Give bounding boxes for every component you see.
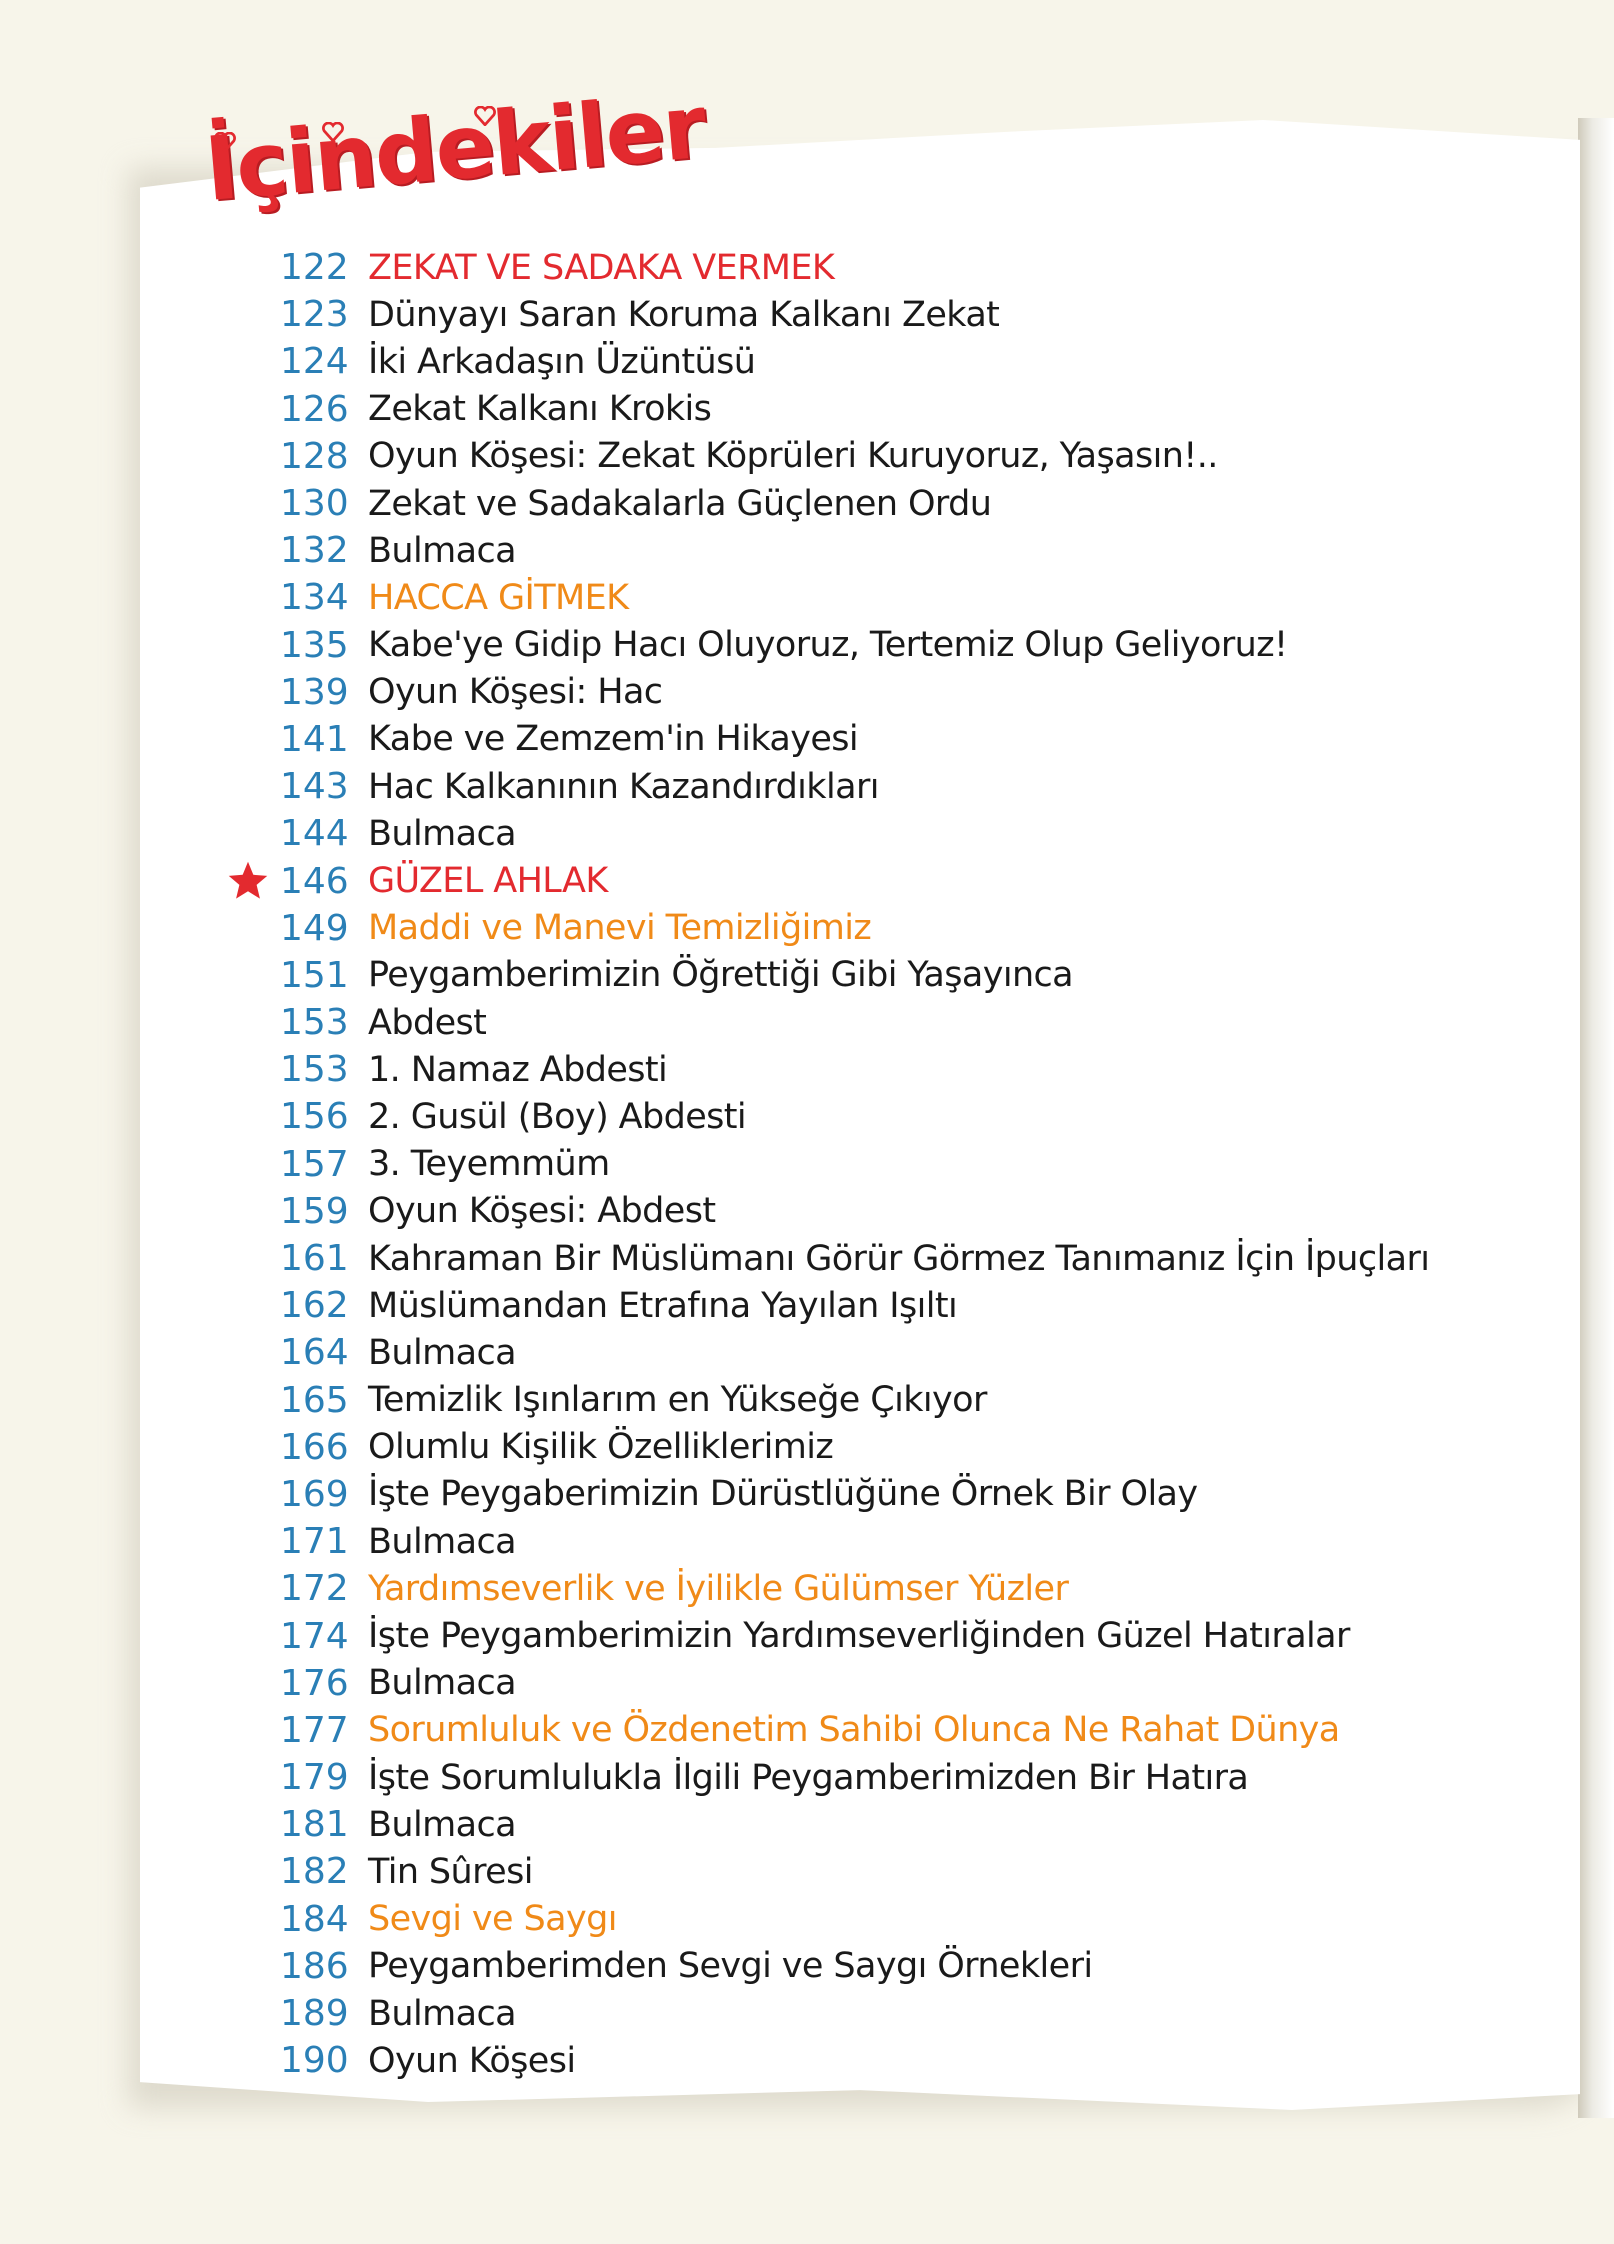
- toc-entry: [280, 716, 1560, 763]
- toc-entry: [280, 999, 1560, 1046]
- toc-entry: [280, 386, 1560, 433]
- toc-page-number: 126: [280, 388, 349, 430]
- toc-page-number: 135: [280, 624, 349, 666]
- toc-page-number: 157: [280, 1143, 349, 1185]
- table-of-contents: [280, 244, 1560, 2084]
- toc-page-number: 177: [280, 1709, 349, 1751]
- toc-entry-title: 2. Gusül (Boy) Abdesti: [368, 1096, 747, 1137]
- toc-entry: [280, 857, 1560, 904]
- toc-page-number: 153: [280, 1002, 349, 1044]
- toc-entry-title: Peygamberimden Sevgi ve Saygı Örnekleri: [368, 1946, 1093, 1987]
- toc-page-number: 164: [280, 1332, 349, 1374]
- toc-page-number: 139: [280, 671, 349, 713]
- toc-entry: [280, 763, 1560, 810]
- toc-entry: [280, 1471, 1560, 1518]
- toc-entry: [280, 669, 1560, 716]
- toc-entry-title: Zekat ve Sadakalarla Güçlenen Ordu: [368, 483, 992, 524]
- toc-page-number: 182: [280, 1851, 349, 1893]
- toc-entry-title: GÜZEL AHLAK: [368, 861, 608, 902]
- toc-page-number: 169: [280, 1473, 349, 1515]
- toc-entry-title: HACCA GİTMEK: [368, 577, 629, 618]
- toc-entry-title: Oyun Köşesi: [368, 2040, 576, 2081]
- toc-entry-title: Dünyayı Saran Koruma Kalkanı Zekat: [368, 294, 1000, 335]
- toc-entry: [280, 1046, 1560, 1093]
- toc-entry: [280, 1424, 1560, 1471]
- toc-entry-title: Abdest: [368, 1002, 487, 1043]
- toc-page-number: 124: [280, 341, 349, 383]
- toc-entry-title: Kabe'ye Gidip Hacı Oluyoruz, Tertemiz Olup Geliyoruz!: [368, 625, 1288, 666]
- toc-entry-title: Müslümandan Etrafına Yayılan Işıltı: [368, 1285, 958, 1326]
- toc-entry-title: Oyun Köşesi: Abdest: [368, 1191, 716, 1232]
- next-page-edge: [1578, 118, 1614, 2118]
- toc-entry: [280, 905, 1560, 952]
- toc-entry-title: 1. Namaz Abdesti: [368, 1049, 668, 1090]
- toc-page-number: 189: [280, 1993, 349, 2035]
- toc-entry: [280, 1612, 1560, 1659]
- toc-page-number: 156: [280, 1096, 349, 1138]
- toc-entry-title: İki Arkadaşın Üzüntüsü: [368, 341, 756, 382]
- toc-entry: [280, 1848, 1560, 1895]
- toc-entry: [280, 1377, 1560, 1424]
- toc-entry: [280, 1565, 1560, 1612]
- toc-page-number: 172: [280, 1568, 349, 1610]
- toc-page-number: 174: [280, 1615, 349, 1657]
- toc-entry: [280, 810, 1560, 857]
- toc-entry: [280, 1896, 1560, 1943]
- toc-entry: [280, 1235, 1560, 1282]
- toc-entry-title: Oyun Köşesi: Hac: [368, 672, 663, 713]
- toc-entry-title: Kahraman Bir Müslümanı Görür Görmez Tanımanız İçin İpuçları: [368, 1238, 1430, 1279]
- toc-page-number: 151: [280, 954, 349, 996]
- toc-entry: [280, 1282, 1560, 1329]
- toc-page-number: 122: [280, 247, 349, 289]
- toc-entry: [280, 1093, 1560, 1140]
- heart-icon: [322, 122, 344, 142]
- toc-page-number: 166: [280, 1426, 349, 1468]
- toc-page-number: 130: [280, 483, 349, 525]
- toc-entry-title: Sorumluluk ve Özdenetim Sahibi Olunca Ne Rahat Dünya: [368, 1710, 1340, 1751]
- heart-icon: [214, 132, 236, 152]
- toc-page-number: 190: [280, 2040, 349, 2082]
- toc-entry-title: 3. Teyemmüm: [368, 1144, 610, 1185]
- toc-page-number: 134: [280, 577, 349, 619]
- toc-page-number: 165: [280, 1379, 349, 1421]
- toc-entry-title: Bulmaca: [368, 1332, 516, 1373]
- toc-entry-title: Hac Kalkanının Kazandırdıkları: [368, 766, 879, 807]
- toc-page-number: 144: [280, 813, 349, 855]
- toc-entry: [280, 622, 1560, 669]
- toc-page-number: 141: [280, 718, 349, 760]
- toc-page-number: 176: [280, 1662, 349, 1704]
- toc-entry-title: Bulmaca: [368, 1993, 516, 2034]
- toc-page-number: 132: [280, 530, 349, 572]
- toc-entry-title: Kabe ve Zemzem'in Hikayesi: [368, 719, 859, 760]
- toc-entry: [280, 1518, 1560, 1565]
- toc-page-number: 186: [280, 1945, 349, 1987]
- toc-entry-title: Yardımseverlik ve İyilikle Gülümser Yüzler: [368, 1568, 1069, 1609]
- toc-page-number: 128: [280, 435, 349, 477]
- toc-page-number: 161: [280, 1238, 349, 1280]
- heart-icon: [474, 106, 496, 126]
- toc-entry: [280, 1707, 1560, 1754]
- star-icon: [226, 859, 270, 903]
- toc-entry-title: Bulmaca: [368, 1804, 516, 1845]
- toc-entry-title: Peygamberimizin Öğrettiği Gibi Yaşayınca: [368, 955, 1074, 996]
- toc-page-number: 171: [280, 1521, 349, 1563]
- toc-entry-title: Oyun Köşesi: Zekat Köprüleri Kuruyoruz, Yaşasın!..: [368, 436, 1218, 477]
- toc-entry: [280, 1141, 1560, 1188]
- toc-page-number: 181: [280, 1804, 349, 1846]
- toc-page-number: 149: [280, 907, 349, 949]
- toc-entry-title: Sevgi ve Saygı: [368, 1899, 617, 1940]
- toc-entry: [280, 433, 1560, 480]
- toc-entry-title: Bulmaca: [368, 813, 516, 854]
- toc-entry: [280, 1990, 1560, 2037]
- toc-entry: [280, 574, 1560, 621]
- toc-entry-title: Tin Sûresi: [368, 1851, 533, 1892]
- toc-entry-title: İşte Peygaberimizin Dürüstlüğüne Örnek Bir Olay: [368, 1474, 1198, 1515]
- toc-page-number: 146: [280, 860, 349, 902]
- toc-entry-title: Maddi ve Manevi Temizliğimiz: [368, 908, 872, 949]
- toc-page-number: 159: [280, 1190, 349, 1232]
- toc-entry-title: Bulmaca: [368, 530, 516, 571]
- toc-page-number: 179: [280, 1757, 349, 1799]
- toc-entry-title: İşte Peygamberimizin Yardımseverliğinden Güzel Hatıralar: [368, 1616, 1350, 1657]
- toc-entry-title: Temizlik Işınlarım en Yükseğe Çıkıyor: [368, 1380, 987, 1421]
- toc-entry-title: Bulmaca: [368, 1521, 516, 1562]
- toc-entry: [280, 952, 1560, 999]
- toc-entry: [280, 244, 1560, 291]
- toc-entry-title: ZEKAT VE SADAKA VERMEK: [368, 247, 835, 288]
- toc-entry: [280, 2037, 1560, 2084]
- toc-entry: [280, 1188, 1560, 1235]
- toc-entry: [280, 1754, 1560, 1801]
- page-title: İçindekiler: [201, 74, 709, 221]
- toc-entry-title: Bulmaca: [368, 1663, 516, 1704]
- toc-entry: [280, 338, 1560, 385]
- toc-page-number: 143: [280, 766, 349, 808]
- toc-entry: [280, 1943, 1560, 1990]
- toc-entry: [280, 480, 1560, 527]
- toc-entry: [280, 527, 1560, 574]
- toc-entry: [280, 1329, 1560, 1376]
- toc-page-number: 162: [280, 1285, 349, 1327]
- toc-entry-title: Olumlu Kişilik Özelliklerimiz: [368, 1427, 834, 1468]
- toc-entry-title: Zekat Kalkanı Krokis: [368, 389, 712, 430]
- toc-page-number: 153: [280, 1049, 349, 1091]
- toc-page-number: 184: [280, 1898, 349, 1940]
- toc-entry: [280, 1660, 1560, 1707]
- toc-page-number: 123: [280, 294, 349, 336]
- toc-entry-title: İşte Sorumlulukla İlgili Peygamberimizden Bir Hatıra: [368, 1757, 1249, 1798]
- toc-entry: [280, 1801, 1560, 1848]
- toc-entry: [280, 291, 1560, 338]
